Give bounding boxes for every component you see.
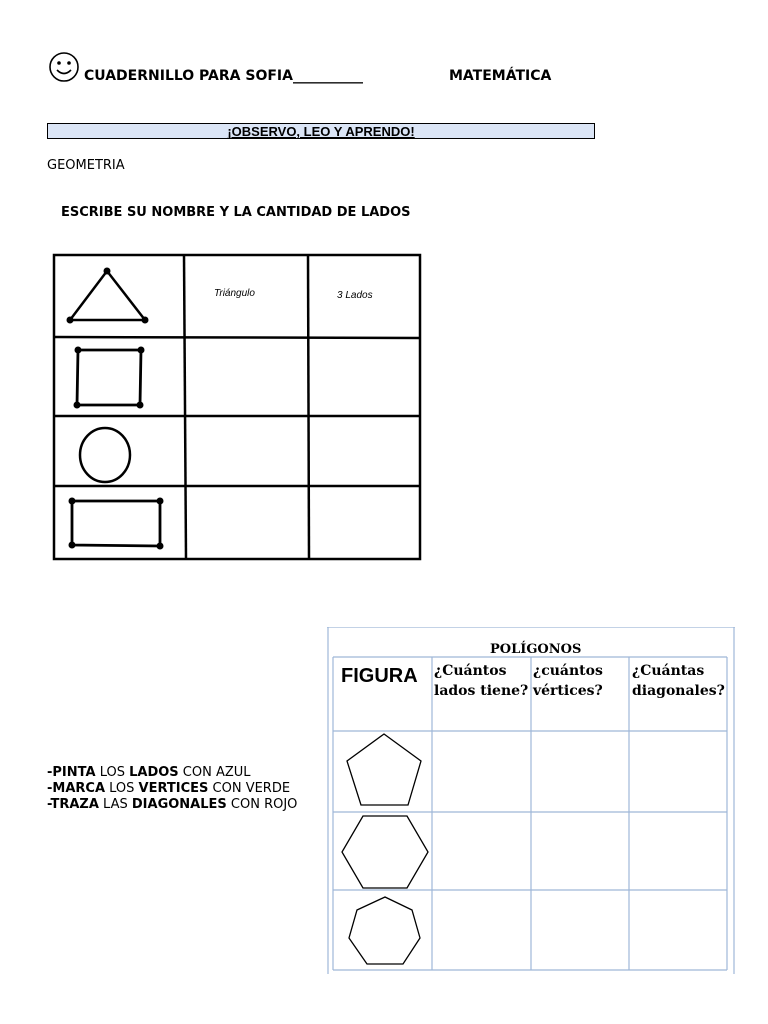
section-label: GEOMETRIA (47, 158, 125, 173)
shape-sides-cell: 3 Lados (337, 290, 373, 301)
polygons-title: POLÍGONOS (490, 642, 582, 657)
notebook-title: CUADERNILLO PARA SOFIA__________ (84, 68, 363, 84)
banner-text: ¡OBSERVO, LEO Y APRENDO! (227, 124, 415, 139)
instruction-line: -MARCA LOS VERTICES CON VERDE (47, 781, 291, 796)
instruction-line: -PINTA LOS LADOS CON AZUL (47, 765, 251, 780)
smiley-icon (47, 50, 81, 84)
header-diagonals-line1: ¿Cuántas (632, 663, 705, 679)
rectangle-icon (69, 498, 164, 550)
triangle-icon (67, 268, 149, 324)
square-icon (74, 347, 145, 409)
banner (47, 123, 595, 139)
instruction-line: -TRAZA LAS DIAGONALES CON ROJO (47, 797, 298, 812)
header-figura: FIGURA (341, 665, 418, 687)
instruction-heading: ESCRIBE SU NOMBRE Y LA CANTIDAD DE LADOS (61, 205, 411, 220)
header-vertices-line1: ¿cuántos (533, 663, 603, 679)
coloring-instructions (47, 765, 317, 813)
shape-name-cell: Triángulo (214, 288, 255, 299)
header-sides-line1: ¿Cuántos (434, 663, 507, 679)
subject-title: MATEMÁTICA (449, 68, 552, 84)
header-diagonals-line2: diagonales? (632, 683, 725, 699)
shapes-table (52, 252, 424, 564)
header-vertices-line2: vértices? (533, 683, 603, 699)
header-sides-line2: lados tiene? (434, 683, 529, 699)
circle-icon (80, 428, 130, 482)
polygons-table (327, 627, 735, 974)
